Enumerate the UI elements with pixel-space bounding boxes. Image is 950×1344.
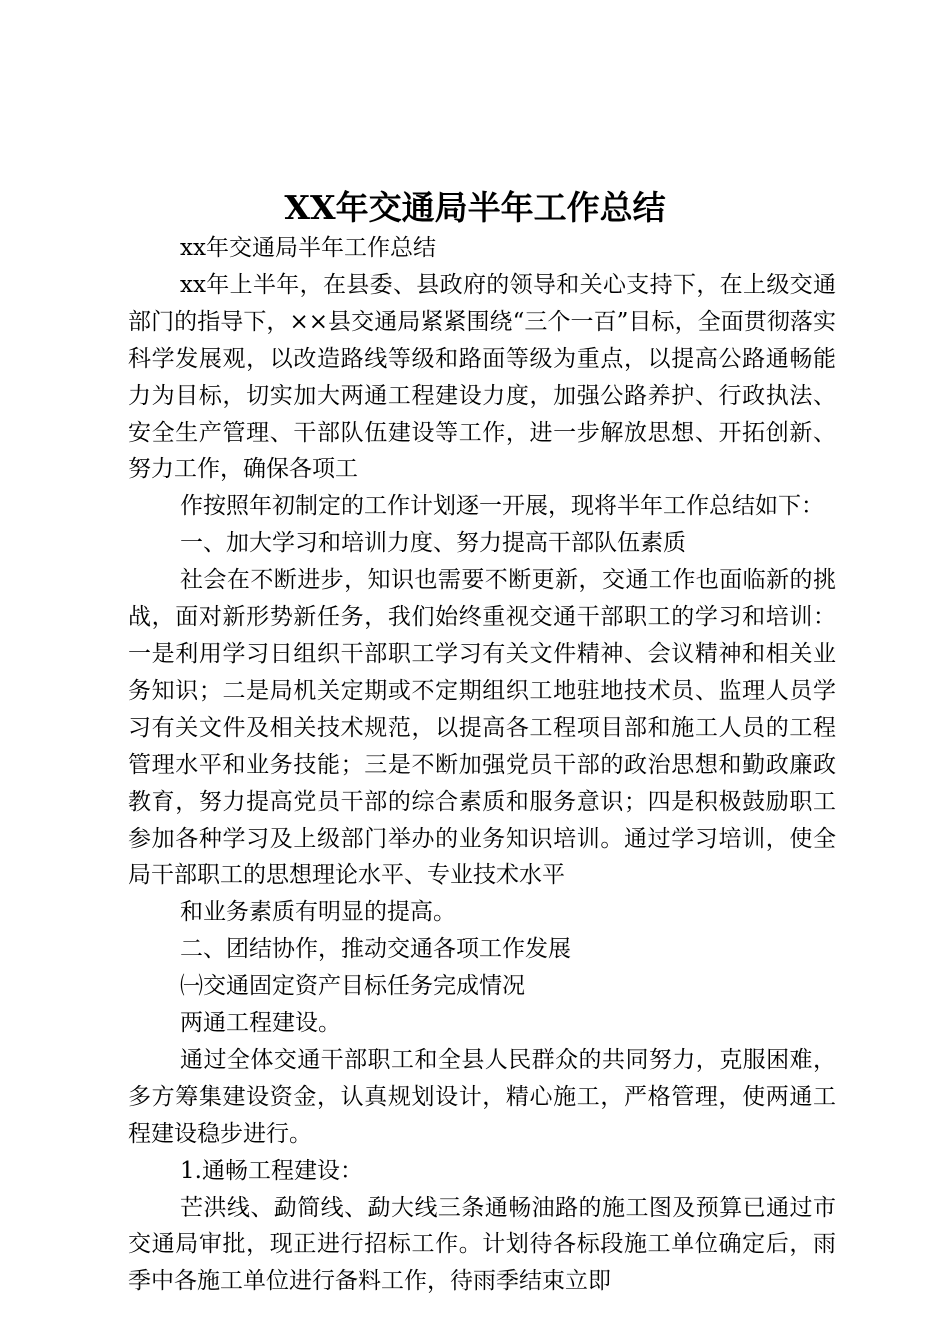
item-heading-1: 1.通畅工程建设： xyxy=(180,1157,363,1184)
paragraph-progress: 通过全体交通干部职工和全县人民群众的共同努力，克服困难，多方筹集建设资金，认真规划设计，精心施工，严格管理，使两通工程建设稳步进行。 xyxy=(128,1046,836,1147)
paragraph-training-continued: 和业务素质有明显的提高。 xyxy=(180,899,456,926)
subsection-heading: ㈠交通固定资产目标任务完成情况 xyxy=(180,973,525,1000)
paragraph-intro: xx年上半年，在县委、县政府的领导和关心支持下，在上级交通部门的指导下，××县交通局紧紧围绕“三个一百”目标，全面贯彻落实科学发展观，以改造路线等级和路面等级为重点，以提高公路通畅能力为目标，切实加大两通工程建设力度，加强公路养护、行政执法、安全生产管理、干部队伍建设等工作，进一步解放思想、开拓创新、努力工作，确保各项工 xyxy=(128,271,836,483)
paragraph-two-links: 两通工程建设。 xyxy=(180,1010,341,1037)
paragraph-training: 社会在不断进步，知识也需要不断更新，交通工作也面临新的挑战，面对新形势新任务，我们始终重视交通干部职工的学习和培训：一是利用学习日组织干部职工学习有关文件精神、会议精神和相关业务知识；二是局机关定期或不定期组织工地驻地技术员、监理人员学习有关文件及相关技术规范，以提高各工程项目部和施工人员的工程管理水平和业务技能；三是不断加强党员干部的政治思想和勤政廉政教育，努力提高党员干部的综合素质和服务意识；四是积极鼓励职工参加各种学习及上级部门举办的业务知识培训。通过学习培训，使全局干部职工的思想理论水平、专业技术水平 xyxy=(128,567,836,889)
section-heading-2: 二、团结协作，推动交通各项工作发展 xyxy=(180,936,571,963)
paragraph-subtitle: xx年交通局半年工作总结 xyxy=(180,235,436,261)
section-heading-1: 一、加大学习和培训力度、努力提高干部队伍素质 xyxy=(180,530,686,557)
document-title: XX年交通局半年工作总结 xyxy=(284,188,666,227)
paragraph-intro-continued: 作按照年初制定的工作计划逐一开展，现将半年工作总结如下： xyxy=(180,493,824,520)
document-body xyxy=(128,230,836,1300)
paragraph-roads: 芒洪线、勐简线、勐大线三条通畅油路的施工图及预算已通过市交通局审批，现正进行招标工作。计划待各标段施工单位确定后，雨季中各施工单位进行备料工作，待雨季结束立即 xyxy=(128,1194,836,1295)
